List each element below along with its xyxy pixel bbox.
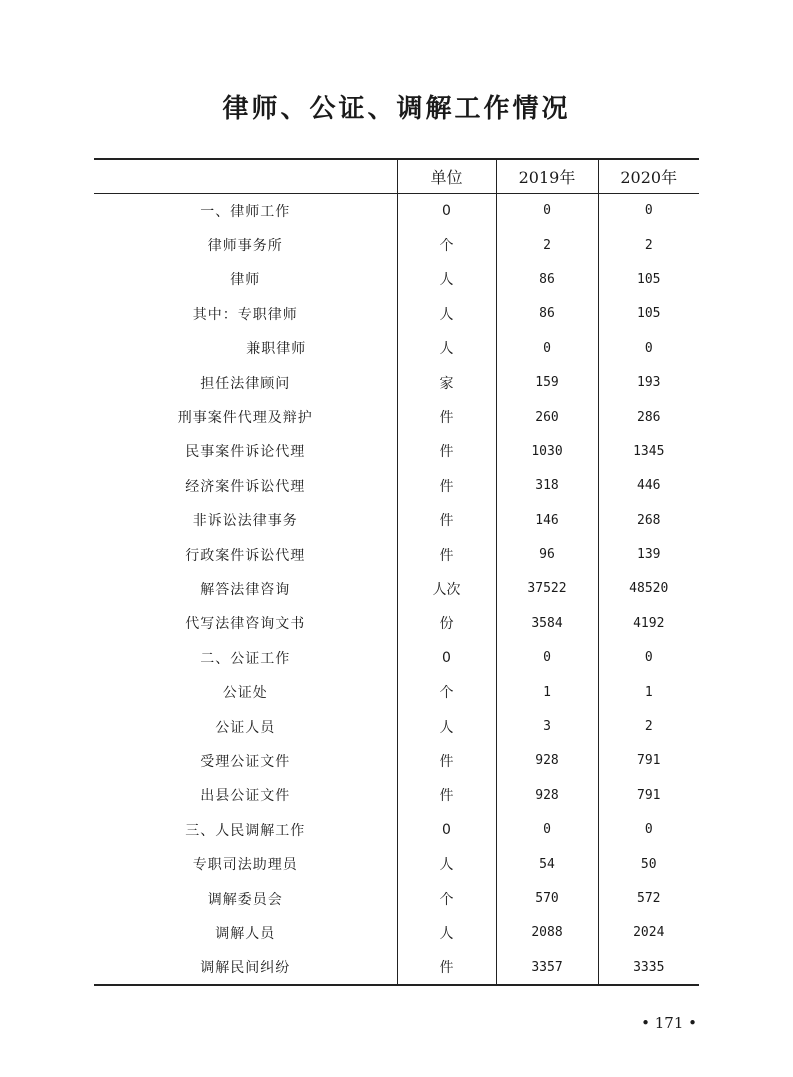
table-row xyxy=(94,537,699,571)
row-value-2020: 139 xyxy=(598,537,699,571)
row-item-label: 民事案件诉论代理 xyxy=(185,444,306,461)
table-row xyxy=(94,641,699,675)
table-row xyxy=(94,503,699,537)
row-unit: 个 xyxy=(397,675,496,709)
row-value-2020: 105 xyxy=(598,262,699,296)
row-item-label: 经济案件诉讼代理 xyxy=(185,478,306,495)
statistics-table xyxy=(94,158,699,986)
header-item xyxy=(94,159,397,193)
table-row xyxy=(94,365,699,399)
row-item-label: 律师 xyxy=(230,272,261,289)
row-unit: 件 xyxy=(397,778,496,812)
table-row xyxy=(94,228,699,262)
row-item-label: 解答法律咨询 xyxy=(200,581,291,598)
table-row xyxy=(94,916,699,950)
row-unit: 件 xyxy=(397,434,496,468)
row-value-2020: 1345 xyxy=(598,434,699,468)
table-row xyxy=(94,331,699,365)
row-item-label: 公证人员 xyxy=(215,719,276,736)
row-value-2020: 0 xyxy=(598,641,699,675)
row-value-2019: 86 xyxy=(496,262,598,296)
row-item-label: 三、人民调解工作 xyxy=(185,822,306,839)
row-item-label: 受理公证文件 xyxy=(200,753,291,770)
row-unit: 人 xyxy=(397,262,496,296)
row-unit: 人 xyxy=(397,297,496,331)
table-row xyxy=(94,813,699,847)
page-title: 律师、公证、调解工作情况 xyxy=(222,94,571,124)
row-value-2019: 96 xyxy=(496,537,598,571)
row-item-label: 刑事案件代理及辩护 xyxy=(177,410,313,427)
row-item-label: 调解民间纠纷 xyxy=(94,950,397,985)
header-year-2020: 2020年 xyxy=(598,159,699,193)
row-unit: 件 xyxy=(397,950,496,985)
table-row xyxy=(94,881,699,915)
table-body xyxy=(94,193,699,985)
row-item-label: 调解人员 xyxy=(215,925,276,942)
row-unit: 件 xyxy=(397,503,496,537)
row-item-label: 行政案件诉讼代理 xyxy=(185,547,306,564)
row-item-label: 一、律师工作 xyxy=(200,203,291,220)
row-value-2019: 54 xyxy=(496,847,598,881)
row-item-label: 律师事务所 xyxy=(207,238,283,255)
row-value-2020: 50 xyxy=(598,847,699,881)
row-value-2020: 791 xyxy=(598,744,699,778)
table-header-row xyxy=(94,159,699,193)
row-value-2019: 3357 xyxy=(496,950,598,985)
row-value-2019: 928 xyxy=(496,778,598,812)
row-item-label: 公证处 xyxy=(222,685,268,702)
row-unit: 人 xyxy=(397,916,496,950)
row-unit: 家 xyxy=(397,365,496,399)
row-value-2020: 2024 xyxy=(598,916,699,950)
row-unit: 人 xyxy=(397,709,496,743)
row-item-label: 代写法律咨询文书 xyxy=(185,616,306,633)
table-row xyxy=(94,744,699,778)
row-value-2019: 570 xyxy=(496,881,598,915)
row-value-2019: 318 xyxy=(496,469,598,503)
row-value-2019: 0 xyxy=(496,331,598,365)
row-value-2020: 48520 xyxy=(598,572,699,606)
row-item-label: 专职司法助理员 xyxy=(192,857,298,874)
row-value-2019: 260 xyxy=(496,400,598,434)
row-item-label: 其中：专职律师 xyxy=(192,306,298,323)
row-value-2019: 37522 xyxy=(496,572,598,606)
row-item-label: 二、公证工作 xyxy=(200,650,291,667)
row-unit: 件 xyxy=(397,400,496,434)
row-item-label: 兼职律师 xyxy=(246,341,307,358)
row-value-2020: 3335 xyxy=(598,950,699,985)
row-unit: 人 xyxy=(397,331,496,365)
row-value-2019: 1030 xyxy=(496,434,598,468)
row-value-2019: 159 xyxy=(496,365,598,399)
table-row xyxy=(94,262,699,296)
row-item-label: 调解委员会 xyxy=(207,891,283,908)
table-row xyxy=(94,434,699,468)
table-row xyxy=(94,847,699,881)
row-value-2020: 193 xyxy=(598,365,699,399)
row-unit: 0 xyxy=(397,193,496,228)
table-row xyxy=(94,606,699,640)
table-row xyxy=(94,675,699,709)
row-value-2020: 0 xyxy=(598,193,699,228)
table-row xyxy=(94,297,699,331)
row-value-2020: 2 xyxy=(598,709,699,743)
row-value-2020: 4192 xyxy=(598,606,699,640)
row-value-2020: 0 xyxy=(598,331,699,365)
row-value-2020: 446 xyxy=(598,469,699,503)
row-value-2019: 2 xyxy=(496,228,598,262)
row-unit: 人 xyxy=(397,847,496,881)
table-row xyxy=(94,572,699,606)
row-value-2020: 572 xyxy=(598,881,699,915)
row-value-2020: 286 xyxy=(598,400,699,434)
row-value-2019: 1 xyxy=(496,675,598,709)
row-value-2020: 1 xyxy=(598,675,699,709)
row-unit: 人次 xyxy=(397,572,496,606)
table-row xyxy=(94,709,699,743)
row-value-2019: 3584 xyxy=(496,606,598,640)
table-row xyxy=(94,950,699,985)
row-value-2019: 3 xyxy=(496,709,598,743)
row-item-label: 非诉讼法律事务 xyxy=(192,513,298,530)
header-year-2019: 2019年 xyxy=(496,159,598,193)
row-value-2019: 0 xyxy=(496,193,598,228)
row-value-2020: 105 xyxy=(598,297,699,331)
row-unit: 件 xyxy=(397,469,496,503)
row-unit: 0 xyxy=(397,641,496,675)
row-value-2020: 268 xyxy=(598,503,699,537)
row-value-2019: 86 xyxy=(496,297,598,331)
table-row xyxy=(94,778,699,812)
row-unit: 件 xyxy=(397,537,496,571)
row-value-2019: 0 xyxy=(496,813,598,847)
row-unit: 件 xyxy=(397,744,496,778)
row-item-label: 出县公证文件 xyxy=(200,788,291,805)
row-unit: 个 xyxy=(397,881,496,915)
row-value-2019: 0 xyxy=(496,641,598,675)
table-row xyxy=(94,400,699,434)
row-value-2019: 2088 xyxy=(496,916,598,950)
row-item-label: 担任法律顾问 xyxy=(200,375,291,392)
row-value-2019: 146 xyxy=(496,503,598,537)
row-unit: 份 xyxy=(397,606,496,640)
row-value-2019: 928 xyxy=(496,744,598,778)
table-row xyxy=(94,193,699,228)
row-value-2020: 0 xyxy=(598,813,699,847)
row-value-2020: 791 xyxy=(598,778,699,812)
page-number: • 171 • xyxy=(641,1014,697,1032)
row-value-2020: 2 xyxy=(598,228,699,262)
header-unit: 单位 xyxy=(397,159,496,193)
table-row xyxy=(94,469,699,503)
row-unit: 个 xyxy=(397,228,496,262)
row-unit: 0 xyxy=(397,813,496,847)
